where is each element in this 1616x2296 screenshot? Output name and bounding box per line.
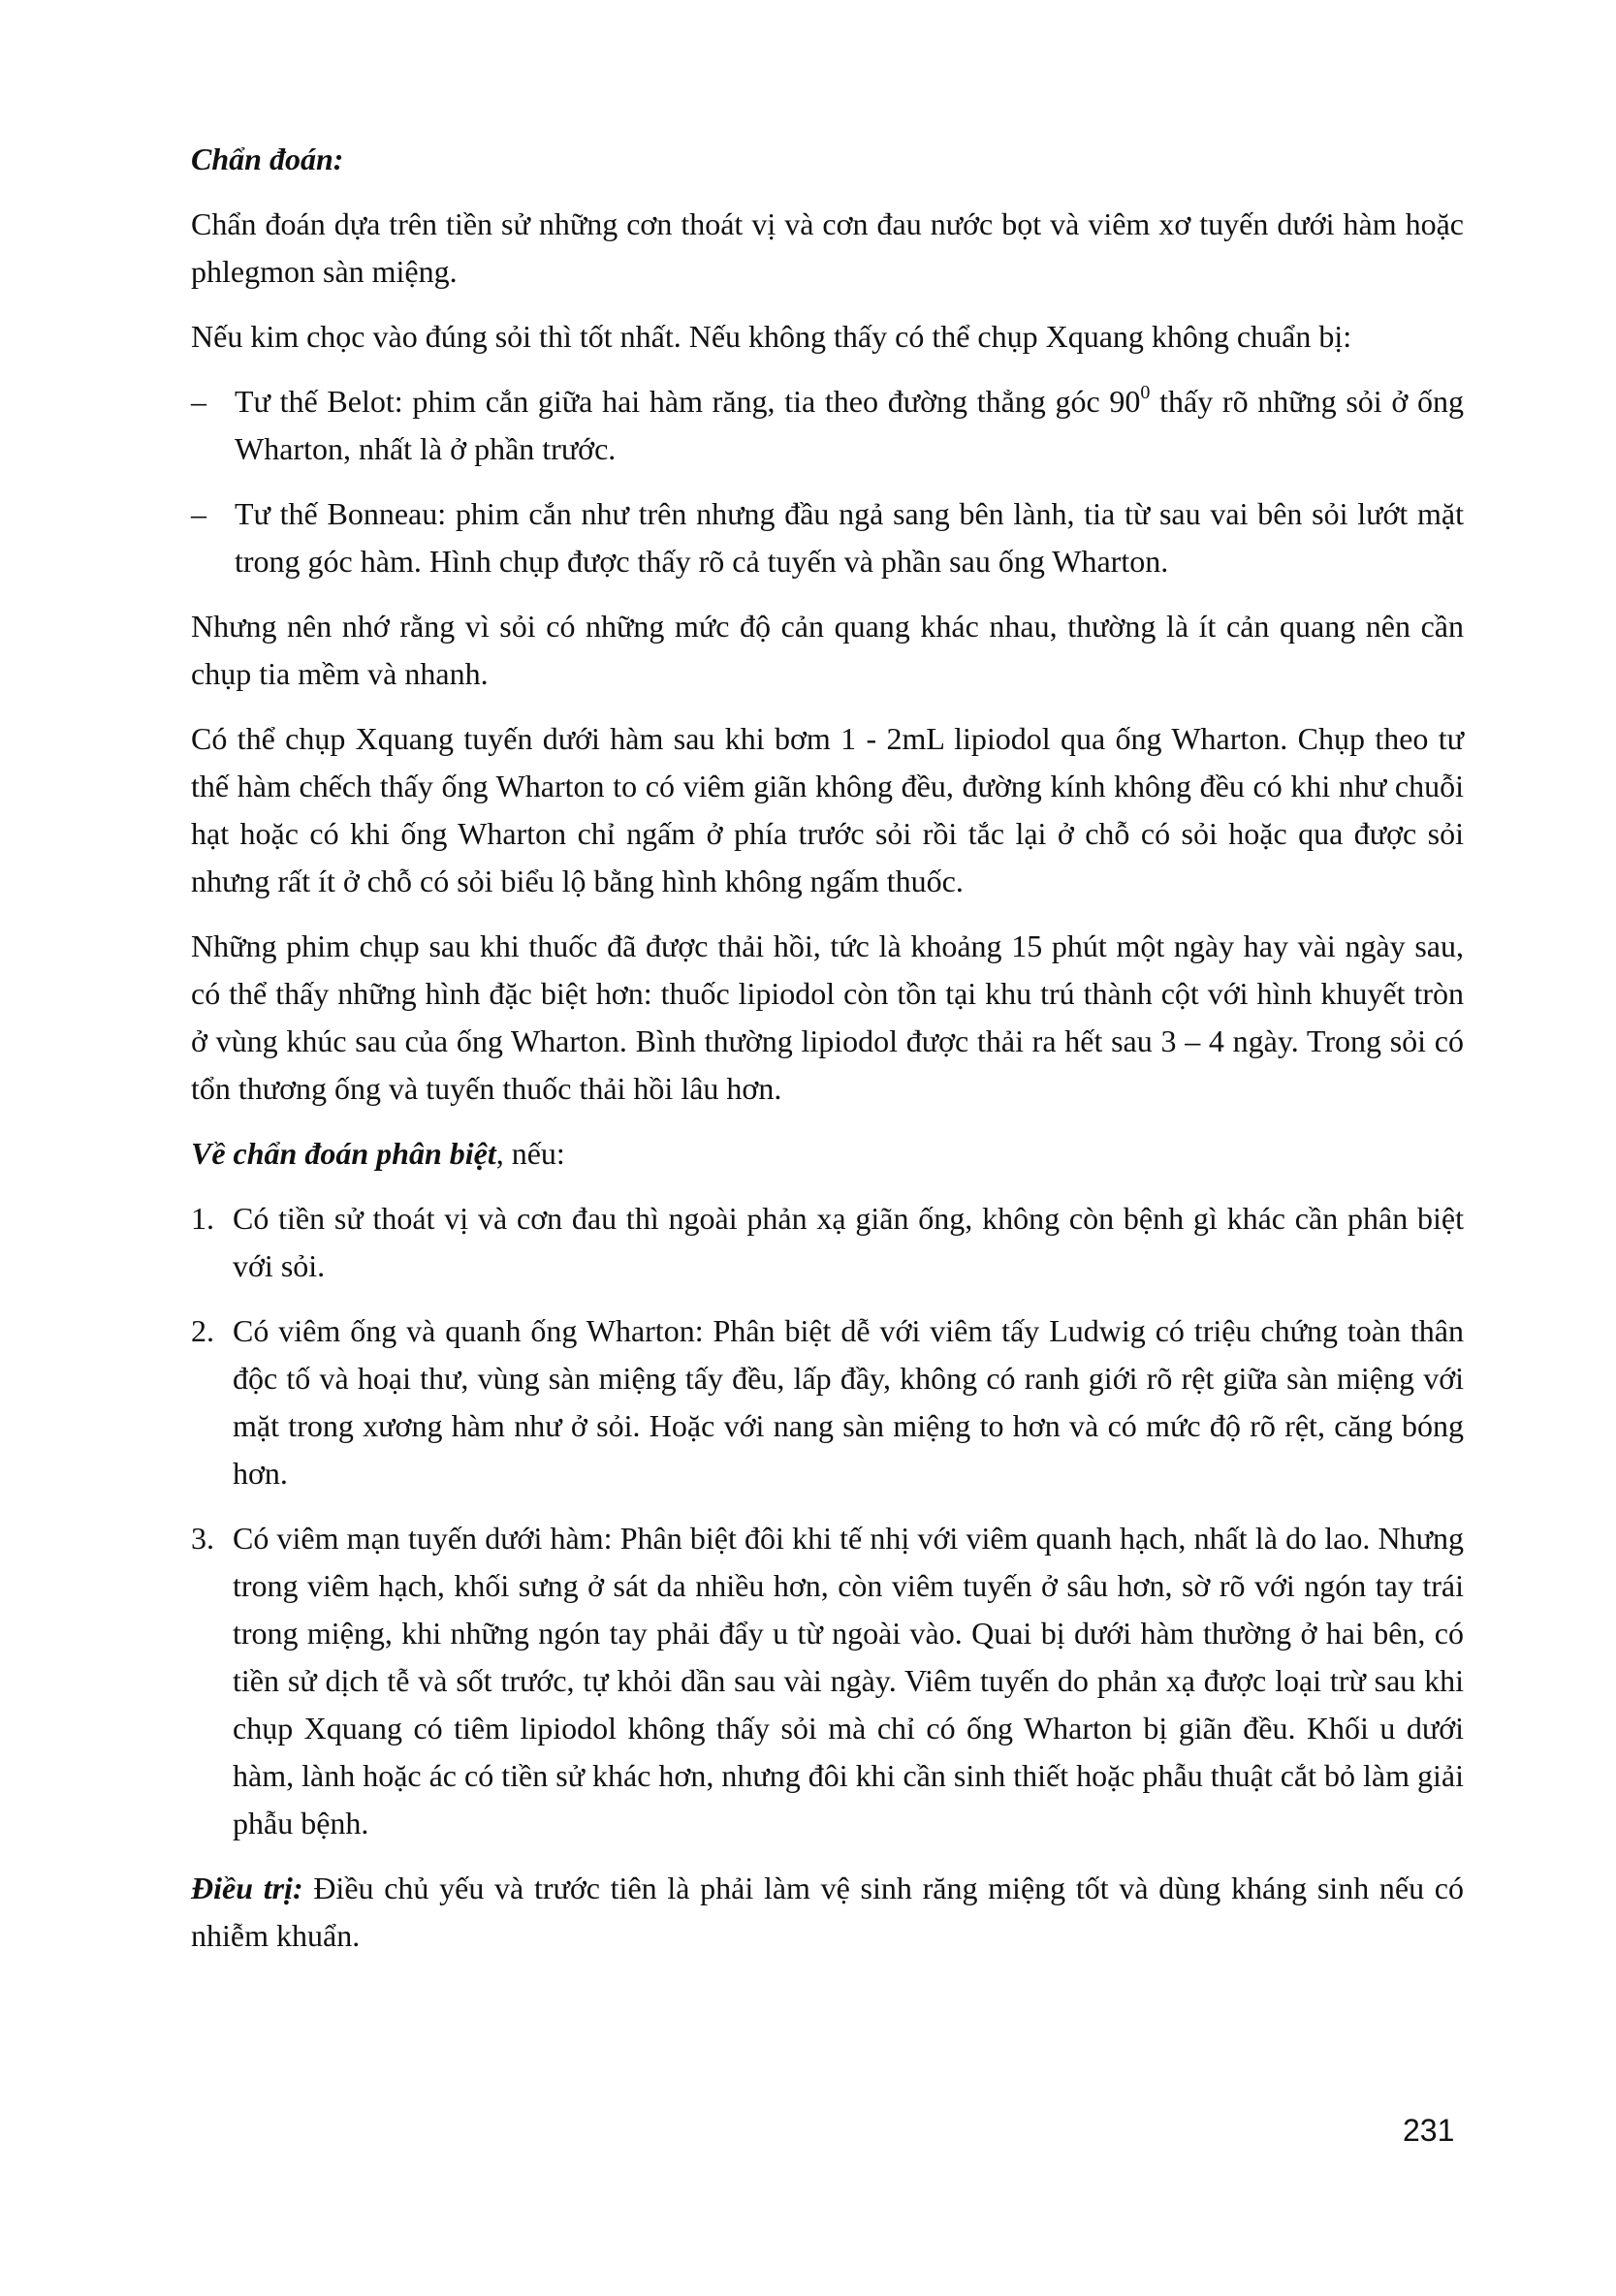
- bullet-bonneau-text: Tư thế Bonneau: phim cắn như trên nhưng đầu ngả sang bên lành, tia từ sau vai bên sỏi lướt mặt trong góc hàm. Hình chụp được thấy rõ cả tuyến và phần sau ống Wharton.: [235, 496, 1464, 579]
- bullet-bonneau: [191, 490, 1464, 585]
- bullet-belot: [191, 378, 1464, 473]
- numbered-item-3: [191, 1515, 1464, 1847]
- page-number: 231: [1403, 2113, 1455, 2148]
- heading-diagnosis: Chẩn đoán:: [191, 142, 344, 176]
- treatment-text: Điều chủ yếu và trước tiên là phải làm vệ sinh răng miệng tốt và dùng kháng sinh nếu có nhiễm khuẩn.: [191, 1871, 1465, 1953]
- numbered-marker: 1.: [191, 1201, 214, 1236]
- treatment-paragraph: [191, 1865, 1464, 1960]
- bullet-marker: –: [191, 496, 206, 531]
- numbered-item-text: Có tiền sử thoát vị và cơn đau thì ngoài phản xạ giãn ống, không còn bệnh gì khác cần phân biệt với sỏi.: [233, 1201, 1464, 1283]
- bullet-belot-text-cont: thấy rõ những sỏi ở ống Wharton, nhất là ở phần trước.: [235, 384, 1465, 466]
- paragraph-diagnosis-basis: Chẩn đoán dựa trên tiền sử những cơn thoát vị và cơn đau nước bọt và viêm xơ tuyến dưới hàm hoặc phlegmon sàn miệng.: [191, 206, 1464, 289]
- numbered-marker: 2.: [191, 1313, 214, 1348]
- numbered-marker: 3.: [191, 1521, 214, 1556]
- bullet-belot-text: Tư thế Belot: phim cắn giữa hai hàm răng, tia theo đường thẳng góc 90: [235, 384, 1141, 419]
- treatment-label: Điều trị:: [191, 1871, 303, 1905]
- differential-heading: [191, 1130, 1464, 1178]
- differential-rest: , nếu:: [495, 1136, 565, 1171]
- differential-label: Về chẩn đoán phân biệt: [191, 1136, 496, 1171]
- numbered-item-2: [191, 1307, 1464, 1497]
- bullet-marker: –: [191, 384, 206, 419]
- paragraph-lipiodol: Có thể chụp Xquang tuyến dưới hàm sau khi bơm 1 - 2mL lipiodol qua ống Wharton. Chụp theo tư thế hàm chếch thấy ống Wharton to có viêm giãn không đều, đường kính không đều có khi như chuỗi hạt hoặc có khi ống Wharton chỉ ngấm ở phía trước sỏi rồi tắc lại ở chỗ có sỏi hoặc qua được sỏi nhưng rất ít ở chỗ có sỏi biểu lộ bằng hình không ngấm thuốc.: [191, 721, 1464, 898]
- numbered-item-1: [191, 1195, 1464, 1290]
- paragraph-radiopacity: Nhưng nên nhớ rằng vì sỏi có những mức độ cản quang khác nhau, thường là ít cản quang nên cần chụp tia mềm và nhanh.: [191, 609, 1464, 691]
- numbered-item-text: Có viêm mạn tuyến dưới hàm: Phân biệt đôi khi tế nhị với viêm quanh hạch, nhất là do lao. Nhưng trong viêm hạch, khối sưng ở sát da nhiều hơn, còn viêm tuyến ở sâu hơn, sờ rõ với ngón tay trái trong miệng, khi những ngón tay phải đẩy u từ ngoài vào. Quai bị dưới hàm thường ở hai bên, có tiền sử dịch tễ và sốt trước, tự khỏi dần sau vài ngày. Viêm tuyến do phản xạ được loại trừ sau khi chụp Xquang có tiêm lipiodol không thấy sỏi mà chỉ có ống Wharton bị giãn đều. Khối u dưới hàm, lành hoặc ác có tiền sử khác hơn, nhưng đôi khi cần sinh thiết hoặc phẫu thuật cắt bỏ làm giải phẫu bệnh.: [233, 1521, 1464, 1840]
- page-body: [191, 136, 1464, 1960]
- paragraph-needle-xray: Nếu kim chọc vào đúng sỏi thì tốt nhất. Nếu không thấy có thể chụp Xquang không chuẩn bị:: [191, 319, 1352, 354]
- paragraph-followup-films: Những phim chụp sau khi thuốc đã được thải hồi, tức là khoảng 15 phút một ngày hay vài ngày sau, có thể thấy những hình đặc biệt hơn: thuốc lipiodol còn tồn tại khu trú thành cột với hình khuyết tròn ở vùng khúc sau của ống Wharton. Bình thường lipiodol được thải ra hết sau 3 – 4 ngày. Trong sỏi có tổn thương ống và tuyến thuốc thải hồi lâu hơn.: [191, 928, 1464, 1106]
- bullet-belot-superscript: 0: [1140, 382, 1151, 404]
- numbered-item-text: Có viêm ống và quanh ống Wharton: Phân biệt dễ với viêm tấy Ludwig có triệu chứng toàn thân độc tố và hoại thư, vùng sàn miệng tấy đều, lấp đầy, không có ranh giới rõ rệt giữa sàn miệng với mặt trong xương hàm như ở sỏi. Hoặc với nang sàn miệng to hơn và có mức độ rõ rệt, căng bóng hơn.: [233, 1313, 1464, 1491]
